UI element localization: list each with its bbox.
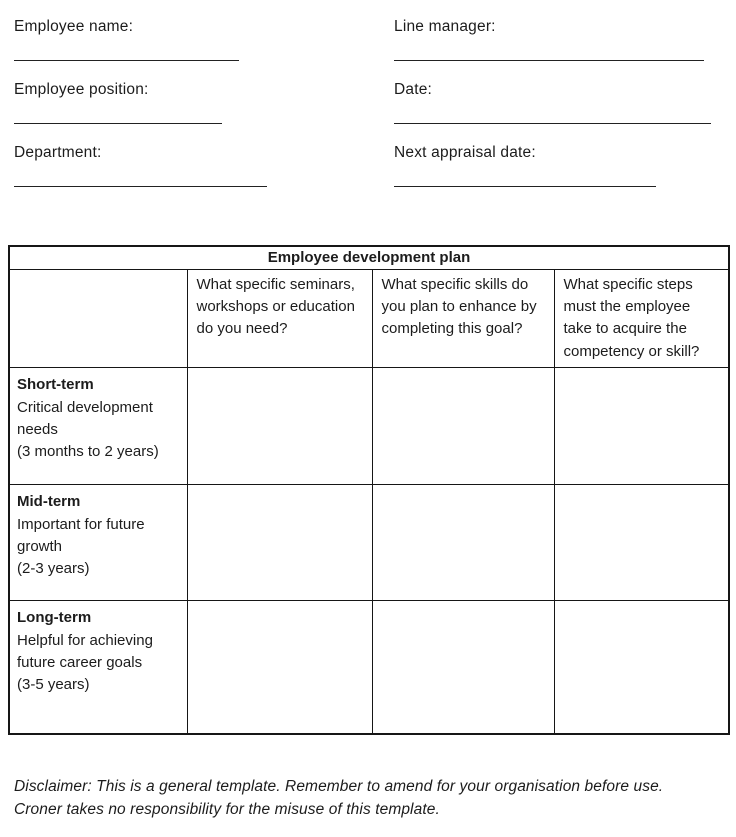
field-label: Department: bbox=[14, 144, 102, 161]
answer-cell bbox=[554, 485, 729, 601]
term-label: Long-term bbox=[17, 609, 92, 627]
term-timeframe: (2-3 years) bbox=[17, 560, 90, 578]
row-label-long-term bbox=[9, 601, 187, 734]
form-section bbox=[0, 0, 736, 207]
field-next-appraisal-date bbox=[394, 142, 736, 205]
field-employee-name bbox=[14, 16, 394, 79]
table-row-short-term bbox=[9, 368, 729, 485]
field-date bbox=[394, 79, 736, 142]
field-label: Line manager: bbox=[394, 18, 496, 35]
table-header-row bbox=[9, 269, 729, 368]
table-row-mid-term bbox=[9, 485, 729, 601]
column-header-steps: What specific steps must the employee take to acquire the competency or skill? bbox=[554, 269, 729, 368]
column-header-skills: What specific skills do you plan to enhance by completing this goal? bbox=[372, 269, 554, 368]
disclaimer-text: Disclaimer: This is a general template. Remember to amend for your organisation before use. Croner takes no responsibility for the misuse of this template. bbox=[14, 777, 664, 818]
fill-in-line bbox=[394, 123, 711, 124]
table-title-row bbox=[9, 246, 729, 269]
form-column-right bbox=[394, 16, 736, 207]
answer-cell bbox=[372, 601, 554, 734]
fill-in-line bbox=[14, 60, 239, 61]
term-description: Important for future growth bbox=[17, 515, 145, 555]
answer-cell bbox=[187, 601, 372, 734]
field-label: Employee position: bbox=[14, 81, 149, 98]
term-description: Critical development needs bbox=[17, 398, 153, 438]
row-label-short-term bbox=[9, 368, 187, 485]
table-row-long-term bbox=[9, 601, 729, 734]
table-title: Employee development plan bbox=[9, 246, 729, 269]
answer-cell bbox=[554, 368, 729, 485]
field-label: Date: bbox=[394, 81, 433, 98]
column-header-seminars: What specific seminars, workshops or education do you need? bbox=[187, 269, 372, 368]
answer-cell bbox=[372, 368, 554, 485]
field-label: Employee name: bbox=[14, 18, 134, 35]
fill-in-line bbox=[14, 186, 267, 187]
form-column-left bbox=[14, 16, 394, 207]
term-timeframe: (3-5 years) bbox=[17, 676, 90, 694]
row-label-mid-term bbox=[9, 485, 187, 601]
term-label: Short-term bbox=[17, 376, 94, 394]
fill-in-line bbox=[14, 123, 222, 124]
answer-cell bbox=[372, 485, 554, 601]
field-employee-position bbox=[14, 79, 394, 142]
field-department bbox=[14, 142, 394, 205]
employee-development-plan-table bbox=[8, 245, 730, 735]
fill-in-line bbox=[394, 186, 656, 187]
term-description: Helpful for achieving future career goals bbox=[17, 631, 153, 671]
fill-in-line bbox=[394, 60, 704, 61]
answer-cell bbox=[187, 485, 372, 601]
answer-cell bbox=[554, 601, 729, 734]
answer-cell bbox=[187, 368, 372, 485]
term-timeframe: (3 months to 2 years) bbox=[17, 443, 159, 461]
field-label: Next appraisal date: bbox=[394, 144, 536, 161]
field-line-manager bbox=[394, 16, 736, 79]
term-label: Mid-term bbox=[17, 493, 81, 511]
corner-cell bbox=[9, 269, 187, 368]
